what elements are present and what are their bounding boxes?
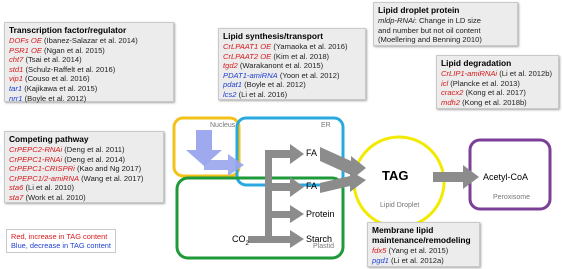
ld-protein-title: Lipid droplet protein (378, 5, 460, 15)
legend (6, 229, 116, 253)
synthesis-title: Lipid synthesis/transport (223, 31, 324, 41)
lipid-droplet-label: Lipid Droplet (380, 202, 420, 209)
er-label: ER (321, 122, 331, 129)
ld-protein-box (373, 2, 518, 46)
competing-item: CrPEPC1/2-amiRNA (Wang et al. 2017) (9, 173, 144, 183)
acetyl-coa-label: Acetyl-CoA (483, 172, 529, 182)
starch-label: Starch (306, 234, 333, 244)
fa-top-label: FA (306, 148, 318, 158)
degradation-item: icl (Plancke et al. 2013) (441, 78, 520, 88)
membrane-item: pgd1 (Li et al. 2012a) (372, 255, 444, 265)
fa-bottom-label: FA (306, 181, 318, 191)
competing-item: CrPEPC1-CRISPRi (Kao and Ng 2017) (9, 164, 142, 174)
membrane-box (367, 222, 480, 267)
co2-label: $CO_2$ (232, 234, 249, 247)
ld-protein-line: and number but not oil content (378, 25, 481, 35)
tf-title: Transcription factor/regulator (9, 25, 127, 35)
synthesis-item: pdat1 (Boyle et al. 2012) (223, 80, 306, 90)
tf-item: cht7 (Tsai et al. 2014) (9, 55, 82, 65)
synthesis-item: lcs2 (Li et al. 2016) (223, 89, 288, 99)
degradation-box (436, 55, 559, 109)
synthesis-item: tgd2 (Warakanont et al. 2015) (223, 61, 324, 71)
ld-protein-line: mldp-RNAi: Change in LD size (378, 16, 481, 25)
tf-item: DOFs OE (Ibanez-Salazar et al. 2014) (9, 36, 138, 45)
tf-item: vip1 (Couso et al. 2016) (9, 74, 90, 84)
synthesis-item: CrLPAAT1 OE (Yamaoka et al. 2016) (223, 42, 348, 51)
tf-item: nrr1 (Boyle et al. 2012) (9, 93, 87, 103)
protein-label: Protein (306, 209, 335, 219)
legend-increase: Red, increase in TAG content (11, 232, 108, 241)
competing-item: sta6 (Li et al. 2010) (9, 183, 75, 193)
tf-item: std1 (Schulz-Raffelt et al. 2016) (9, 64, 116, 74)
competing-item: sta7 (Work et al. 2010) (9, 192, 86, 202)
synthesis-item: CrLPAAT2 OE (Kim et al. 2018) (223, 51, 330, 61)
peroxisome-label: Peroxisome (493, 194, 530, 201)
tf-item: PSR1 OE (Ngan et al. 2015) (9, 45, 105, 55)
synthesis-item: PDAT1-amiRNA (Yoon et al. 2012) (223, 70, 340, 80)
nucleus-label: Nucleus (210, 122, 236, 129)
tag-label: TAG (382, 168, 409, 183)
competing-item: CrPEPC2-RNAi (Deng et al. 2011) (9, 145, 125, 154)
legend-decrease: Blue, decrease in TAG content (11, 241, 111, 251)
ld-protein-line: (Moellering and Benning 2010) (378, 35, 482, 45)
competing-item: CrPEPC1-RNAi (Deng et al. 2014) (9, 154, 126, 164)
membrane-title: Membrane lipid maintenance/remodeling (372, 225, 471, 245)
synthesis-box (218, 28, 366, 100)
tf-box (4, 22, 174, 102)
degradation-item: cracx2 (Kong et al. 2017) (441, 88, 526, 98)
competing-box (4, 131, 164, 203)
membrane-item: fdx5 (Yang et al. 2015) (372, 246, 449, 255)
degradation-item: mdh2 (Kong et al. 2018b) (441, 97, 527, 107)
tf-item: tar1 (Kajikawa et al. 2015) (9, 83, 98, 93)
degradation-title: Lipid degradation (441, 58, 512, 68)
competing-title: Competing pathway (9, 134, 89, 144)
plastid-label: Plastid (313, 243, 335, 250)
degradation-item: CrLIP1-amiRNAi (Li et al. 2012b) (441, 69, 553, 78)
